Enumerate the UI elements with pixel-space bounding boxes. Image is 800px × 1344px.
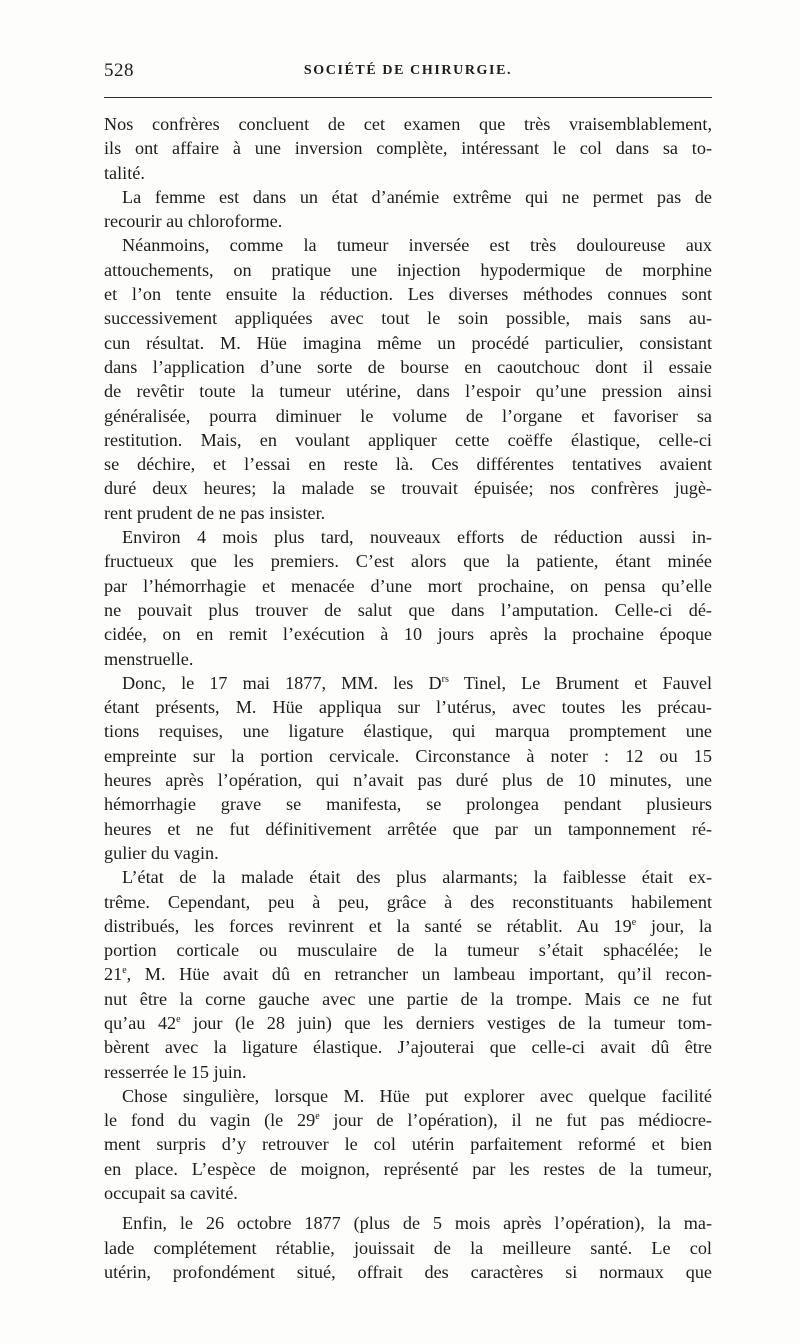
text-line: Environ 4 mois plus tard, nouveaux efforts de réduction aussi in- [122,527,712,548]
superscript: e [631,916,637,928]
text-line: cun résultat. M. Hüe imagina même un procédé particulier, consistant [104,332,712,353]
text-line [104,671,712,695]
text-line: et l’on tente ensuite la réduction. Les diverses méthodes connues sont [104,284,712,305]
text-line: dans l’application d’une sorte de bourse en caoutchouc dont il essaie [104,356,712,377]
page-number: 528 [104,60,134,81]
body-text [104,112,712,1284]
text-line: menstruelle. [104,648,194,669]
superscript: e [176,1013,181,1025]
line-text: jour, la [636,915,712,936]
text-line: empreinte sur la portion cervicale. Circonstance à noter : 12 ou 15 [104,745,712,766]
text-line: ment surpris d’y retrouver le col utérin parfaitement reformé et bien [104,1134,712,1155]
superscript: e [122,965,127,977]
text-line: en place. L’espèce de moignon, représenté par les restes de la tumeur, [104,1158,712,1179]
line-text: 21 [104,964,123,985]
text-line: attouchements, on pratique une injection hypodermique de morphine [104,259,712,280]
paragraph-2 [104,185,712,234]
text-line: heures et ne fut définitivement arrêtée que par un tamponnement ré- [104,818,712,839]
text-line: Chose singulière, lorsque M. Hüe put explorer avec quelque facilité [122,1085,712,1106]
page-header [104,60,712,84]
text-line: duré deux heures; la malade se trouvait épuisée; nos confrères jugè- [104,478,712,499]
text-line: La femme est dans un état d’anémie extrême qui ne permet pas de [122,186,712,207]
text-line: portion corticale ou musculaire de la tumeur s’était sphacélée; le [104,940,712,961]
text-line [104,1108,712,1132]
line-text: distribués, les forces revinrent et la santé se rétablit. Au 19 [104,915,632,936]
text-line: utérin, profondément situé, offrait des caractères si normaux que [104,1261,712,1282]
text-line [104,962,712,986]
paragraph-6 [104,865,712,1084]
line-text: Donc, le 17 mai 1877, MM. les D [122,672,442,693]
text-line: étant présents, M. Hüe appliqua sur l’utérus, avec toutes les précau- [104,697,712,718]
header-rule [104,97,712,98]
line-text: le fond du vagin (le 29 [104,1110,316,1131]
text-line: généralisée, pourra diminuer le volume de l’organe et favoriser sa [104,405,712,426]
text-line: ils ont affaire à une inversion complète, intéressant le col dans sa to- [104,138,712,159]
paragraph-3 [104,233,712,525]
line-text: , M. Hüe avait dû en retrancher un lambeau important, qu’il recon- [126,964,712,985]
paragraph-5 [104,671,712,865]
line-text: Tinel, Le Brument et Fauvel [448,672,712,693]
text-line: bèrent avec la ligature élastique. J’ajouterai que celle-ci avait dû être [104,1037,712,1058]
text-line: hémorrhagie grave se manifesta, se prolongea pendant plusieurs [104,794,712,815]
text-line: Enfin, le 26 octobre 1877 (plus de 5 mois après l’opération), la ma- [122,1213,712,1234]
text-line: par l’hémorrhagie et menacée d’une mort prochaine, on pensa qu’elle [104,575,712,596]
text-line: successivement appliquées avec tout le soin possible, mais sans au- [104,308,712,329]
text-line: resserrée le 15 juin. [104,1061,247,1082]
text-line: tions requises, une ligature élastique, qui marqua promptement une [104,721,712,742]
text-line: lade complétement rétablie, jouissait de la meilleure santé. Le col [104,1237,712,1258]
superscript: rs [441,673,449,685]
text-line: ne pouvait plus trouver de salut que dans l’amputation. Celle-ci dé- [104,599,712,620]
text-line: L’état de la malade était des plus alarmants; la faiblesse était ex- [122,867,712,888]
text-line [104,1011,712,1035]
text-line: occupait sa cavité. [104,1183,238,1204]
paragraph-7 [104,1084,712,1205]
text-line: rent prudent de ne pas insister. [104,502,326,523]
paragraph-8 [104,1211,712,1284]
superscript: e [315,1111,320,1123]
text-line: Nos confrères concluent de cet examen que très vraisemblablement, [104,114,712,134]
text-line: nut être la corne gauche avec une partie de la trompe. Mais ce ne fut [104,988,712,1009]
text-line: se déchire, et l’essai en reste là. Ces différentes tentatives avaient [104,454,712,475]
text-line: talité. [104,162,145,183]
text-line: fructueux que les premiers. C’est alors que la patiente, étant minée [104,551,712,572]
text-line: gulier du vagin. [104,842,219,863]
text-line: heures après l’opération, qui n’avait pas duré plus de 10 minutes, une [104,770,712,791]
line-text: qu’au 42 [104,1012,177,1033]
text-line: Néanmoins, comme la tumeur inversée est très douloureuse aux [122,235,712,256]
text-line: recourir au chloroforme. [104,211,283,232]
text-line [104,914,712,938]
text-line: restitution. Mais, en voulant appliquer cette coëffe élastique, celle-ci [104,429,712,450]
running-title: SOCIÉTÉ DE CHIRURGIE. [303,63,513,78]
text-line: trême. Cependant, peu à peu, grâce à des reconstituants habilement [104,891,712,912]
line-text: jour (le 28 juin) que les derniers vestiges de la tumeur tom- [180,1012,712,1033]
text-line: cidée, on en remit l’exécution à 10 jours après la prochaine époque [104,624,712,645]
paragraph-1 [104,112,712,185]
text-line: de revêtir toute la tumeur utérine, dans l’espoir qu’une pression ainsi [104,381,712,402]
line-text: jour de l’opération), il ne fut pas médiocre- [319,1110,712,1131]
paragraph-4 [104,525,712,671]
